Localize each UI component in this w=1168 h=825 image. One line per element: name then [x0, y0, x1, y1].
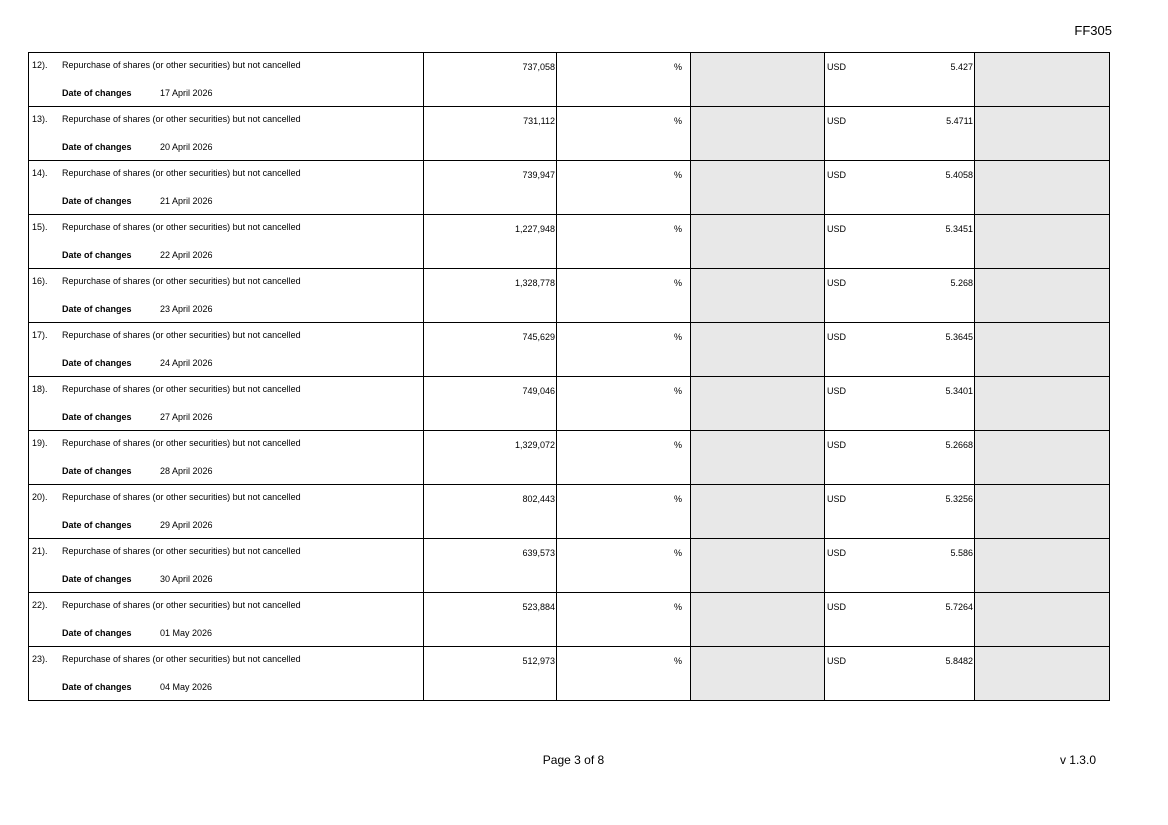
- shaded-cell: [691, 323, 825, 377]
- price-cell: [825, 647, 975, 701]
- date-of-changes-label: Date of changes: [62, 358, 132, 368]
- description-cell: [29, 161, 424, 215]
- percent-cell: [557, 431, 691, 485]
- table-row: [29, 323, 1110, 377]
- description-cell: [29, 215, 424, 269]
- price-cell: [825, 107, 975, 161]
- currency-code: USD: [827, 170, 847, 180]
- description-cell: [29, 647, 424, 701]
- currency-code: USD: [827, 602, 847, 612]
- row-number: 21).: [32, 546, 48, 556]
- change-description: Repurchase of shares (or other securities) but not cancelled: [62, 438, 301, 448]
- description-cell: [29, 377, 424, 431]
- shaded-cell: [691, 53, 825, 107]
- percent-symbol: %: [673, 494, 682, 504]
- table-row: [29, 485, 1110, 539]
- table-row: [29, 161, 1110, 215]
- row-number: 15).: [32, 222, 48, 232]
- version-label: v 1.3.0: [1059, 753, 1096, 767]
- price-cell: [825, 485, 975, 539]
- number-cell: [424, 377, 557, 431]
- description-cell: [29, 107, 424, 161]
- table-row: [29, 647, 1110, 701]
- date-of-changes-label: Date of changes: [62, 628, 132, 638]
- date-of-changes-value: 01 May 2026: [160, 628, 213, 638]
- date-of-changes-value: 28 April 2026: [160, 466, 213, 476]
- number-of-shares: 737,058: [522, 62, 555, 72]
- number-of-shares: 749,046: [522, 386, 555, 396]
- change-description: Repurchase of shares (or other securities) but not cancelled: [62, 222, 301, 232]
- number-cell: [424, 107, 557, 161]
- price-value: 5.4058: [945, 170, 973, 180]
- price-value: 5.3401: [945, 386, 973, 396]
- currency-code: USD: [827, 656, 847, 666]
- currency-code: USD: [827, 62, 847, 72]
- date-of-changes-label: Date of changes: [62, 466, 132, 476]
- price-value: 5.427: [950, 62, 973, 72]
- date-of-changes-value: 17 April 2026: [160, 88, 213, 98]
- shaded-cell: [975, 431, 1110, 485]
- number-of-shares: 1,329,072: [514, 440, 555, 450]
- shaded-cell: [975, 323, 1110, 377]
- currency-code: USD: [827, 548, 847, 558]
- table-row: [29, 269, 1110, 323]
- percent-symbol: %: [673, 548, 682, 558]
- change-description: Repurchase of shares (or other securities) but not cancelled: [62, 114, 301, 124]
- date-of-changes-value: 04 May 2026: [160, 682, 213, 692]
- date-of-changes-value: 30 April 2026: [160, 574, 213, 584]
- number-of-shares: 731,112: [523, 116, 555, 126]
- number-cell: [424, 53, 557, 107]
- shaded-cell: [691, 539, 825, 593]
- shaded-cell: [975, 647, 1110, 701]
- shaded-cell: [975, 539, 1110, 593]
- row-number: 18).: [32, 384, 48, 394]
- number-of-shares: 739,947: [522, 170, 555, 180]
- shaded-cell: [691, 161, 825, 215]
- percent-symbol: %: [673, 62, 682, 72]
- description-cell: [29, 53, 424, 107]
- date-of-changes-label: Date of changes: [62, 250, 132, 260]
- shaded-cell: [975, 485, 1110, 539]
- shaded-cell: [691, 107, 825, 161]
- shaded-cell: [691, 647, 825, 701]
- description-cell: [29, 593, 424, 647]
- row-number: 16).: [32, 276, 48, 286]
- price-cell: [825, 269, 975, 323]
- change-description: Repurchase of shares (or other securities) but not cancelled: [62, 546, 301, 556]
- table-row: [29, 215, 1110, 269]
- date-of-changes-label: Date of changes: [62, 88, 132, 98]
- row-number: 23).: [32, 654, 48, 664]
- shaded-cell: [975, 161, 1110, 215]
- price-value: 5.3645: [945, 332, 973, 342]
- price-value: 5.268: [950, 278, 973, 288]
- description-cell: [29, 485, 424, 539]
- percent-cell: [557, 647, 691, 701]
- price-cell: [825, 593, 975, 647]
- row-number: 20).: [32, 492, 48, 502]
- number-cell: [424, 431, 557, 485]
- percent-cell: [557, 269, 691, 323]
- shaded-cell: [975, 215, 1110, 269]
- description-cell: [29, 431, 424, 485]
- date-of-changes-value: 22 April 2026: [160, 250, 213, 260]
- shaded-cell: [975, 377, 1110, 431]
- shaded-cell: [691, 269, 825, 323]
- table-row: [29, 107, 1110, 161]
- date-of-changes-label: Date of changes: [62, 682, 132, 692]
- share-changes-table: [28, 52, 1110, 701]
- price-value: 5.7264: [945, 602, 973, 612]
- number-of-shares: 512,973: [522, 656, 555, 666]
- number-cell: [424, 269, 557, 323]
- price-cell: [825, 53, 975, 107]
- page-number: Page 3 of 8: [542, 753, 605, 767]
- price-cell: [825, 215, 975, 269]
- change-description: Repurchase of shares (or other securities) but not cancelled: [62, 600, 301, 610]
- date-of-changes-value: 27 April 2026: [160, 412, 213, 422]
- price-cell: [825, 431, 975, 485]
- price-cell: [825, 161, 975, 215]
- number-of-shares: 1,227,948: [514, 224, 555, 234]
- price-cell: [825, 323, 975, 377]
- change-description: Repurchase of shares (or other securities) but not cancelled: [62, 654, 301, 664]
- price-value: 5.4711: [946, 116, 973, 126]
- percent-symbol: %: [673, 332, 682, 342]
- number-of-shares: 745,629: [522, 332, 555, 342]
- percent-cell: [557, 377, 691, 431]
- date-of-changes-value: 21 April 2026: [160, 196, 213, 206]
- price-value: 5.3256: [945, 494, 973, 504]
- currency-code: USD: [827, 224, 847, 234]
- currency-code: USD: [827, 116, 847, 126]
- date-of-changes-value: 20 April 2026: [160, 142, 213, 152]
- number-of-shares: 802,443: [522, 494, 555, 504]
- percent-cell: [557, 539, 691, 593]
- description-cell: [29, 323, 424, 377]
- shaded-cell: [975, 107, 1110, 161]
- shaded-cell: [975, 593, 1110, 647]
- number-of-shares: 1,328,778: [514, 278, 555, 288]
- table-row: [29, 431, 1110, 485]
- shaded-cell: [975, 53, 1110, 107]
- shaded-cell: [691, 485, 825, 539]
- number-cell: [424, 647, 557, 701]
- change-description: Repurchase of shares (or other securities) but not cancelled: [62, 384, 301, 394]
- table-row: [29, 377, 1110, 431]
- row-number: 17).: [32, 330, 48, 340]
- date-of-changes-label: Date of changes: [62, 304, 132, 314]
- price-cell: [825, 377, 975, 431]
- shaded-cell: [691, 377, 825, 431]
- date-of-changes-label: Date of changes: [62, 412, 132, 422]
- shaded-cell: [975, 269, 1110, 323]
- percent-cell: [557, 323, 691, 377]
- shaded-cell: [691, 215, 825, 269]
- percent-symbol: %: [673, 278, 682, 288]
- number-cell: [424, 593, 557, 647]
- row-number: 22).: [32, 600, 48, 610]
- percent-cell: [557, 107, 691, 161]
- change-description: Repurchase of shares (or other securities) but not cancelled: [62, 168, 301, 178]
- change-description: Repurchase of shares (or other securities) but not cancelled: [62, 492, 301, 502]
- date-of-changes-value: 29 April 2026: [160, 520, 213, 530]
- shaded-cell: [691, 593, 825, 647]
- table-body: [29, 53, 1110, 701]
- number-cell: [424, 215, 557, 269]
- form-code: FF305: [1074, 23, 1112, 38]
- percent-symbol: %: [673, 440, 682, 450]
- currency-code: USD: [827, 440, 847, 450]
- percent-cell: [557, 485, 691, 539]
- date-of-changes-label: Date of changes: [62, 520, 132, 530]
- number-of-shares: 639,573: [522, 548, 555, 558]
- currency-code: USD: [827, 494, 847, 504]
- row-number: 14).: [32, 168, 48, 178]
- percent-cell: [557, 53, 691, 107]
- percent-symbol: %: [673, 656, 682, 666]
- percent-symbol: %: [673, 386, 682, 396]
- percent-cell: [557, 161, 691, 215]
- description-cell: [29, 269, 424, 323]
- price-value: 5.586: [950, 548, 973, 558]
- row-number: 19).: [32, 438, 48, 448]
- date-of-changes-label: Date of changes: [62, 574, 132, 584]
- price-value: 5.8482: [945, 656, 973, 666]
- table-row: [29, 53, 1110, 107]
- currency-code: USD: [827, 332, 847, 342]
- percent-symbol: %: [673, 170, 682, 180]
- change-description: Repurchase of shares (or other securities) but not cancelled: [62, 276, 301, 286]
- row-number: 12).: [32, 60, 48, 70]
- table-row: [29, 593, 1110, 647]
- price-value: 5.2668: [945, 440, 973, 450]
- date-of-changes-label: Date of changes: [62, 142, 132, 152]
- price-value: 5.3451: [945, 224, 973, 234]
- percent-symbol: %: [673, 224, 682, 234]
- row-number: 13).: [32, 114, 48, 124]
- description-cell: [29, 539, 424, 593]
- table-row: [29, 539, 1110, 593]
- price-cell: [825, 539, 975, 593]
- number-cell: [424, 539, 557, 593]
- change-description: Repurchase of shares (or other securities) but not cancelled: [62, 330, 301, 340]
- change-description: Repurchase of shares (or other securities) but not cancelled: [62, 60, 301, 70]
- currency-code: USD: [827, 386, 847, 396]
- number-cell: [424, 323, 557, 377]
- date-of-changes-value: 24 April 2026: [160, 358, 213, 368]
- shaded-cell: [691, 431, 825, 485]
- percent-symbol: %: [673, 602, 682, 612]
- percent-cell: [557, 215, 691, 269]
- currency-code: USD: [827, 278, 847, 288]
- date-of-changes-value: 23 April 2026: [160, 304, 213, 314]
- date-of-changes-label: Date of changes: [62, 196, 132, 206]
- number-cell: [424, 485, 557, 539]
- percent-cell: [557, 593, 691, 647]
- number-of-shares: 523,884: [522, 602, 555, 612]
- number-cell: [424, 161, 557, 215]
- percent-symbol: %: [673, 116, 682, 126]
